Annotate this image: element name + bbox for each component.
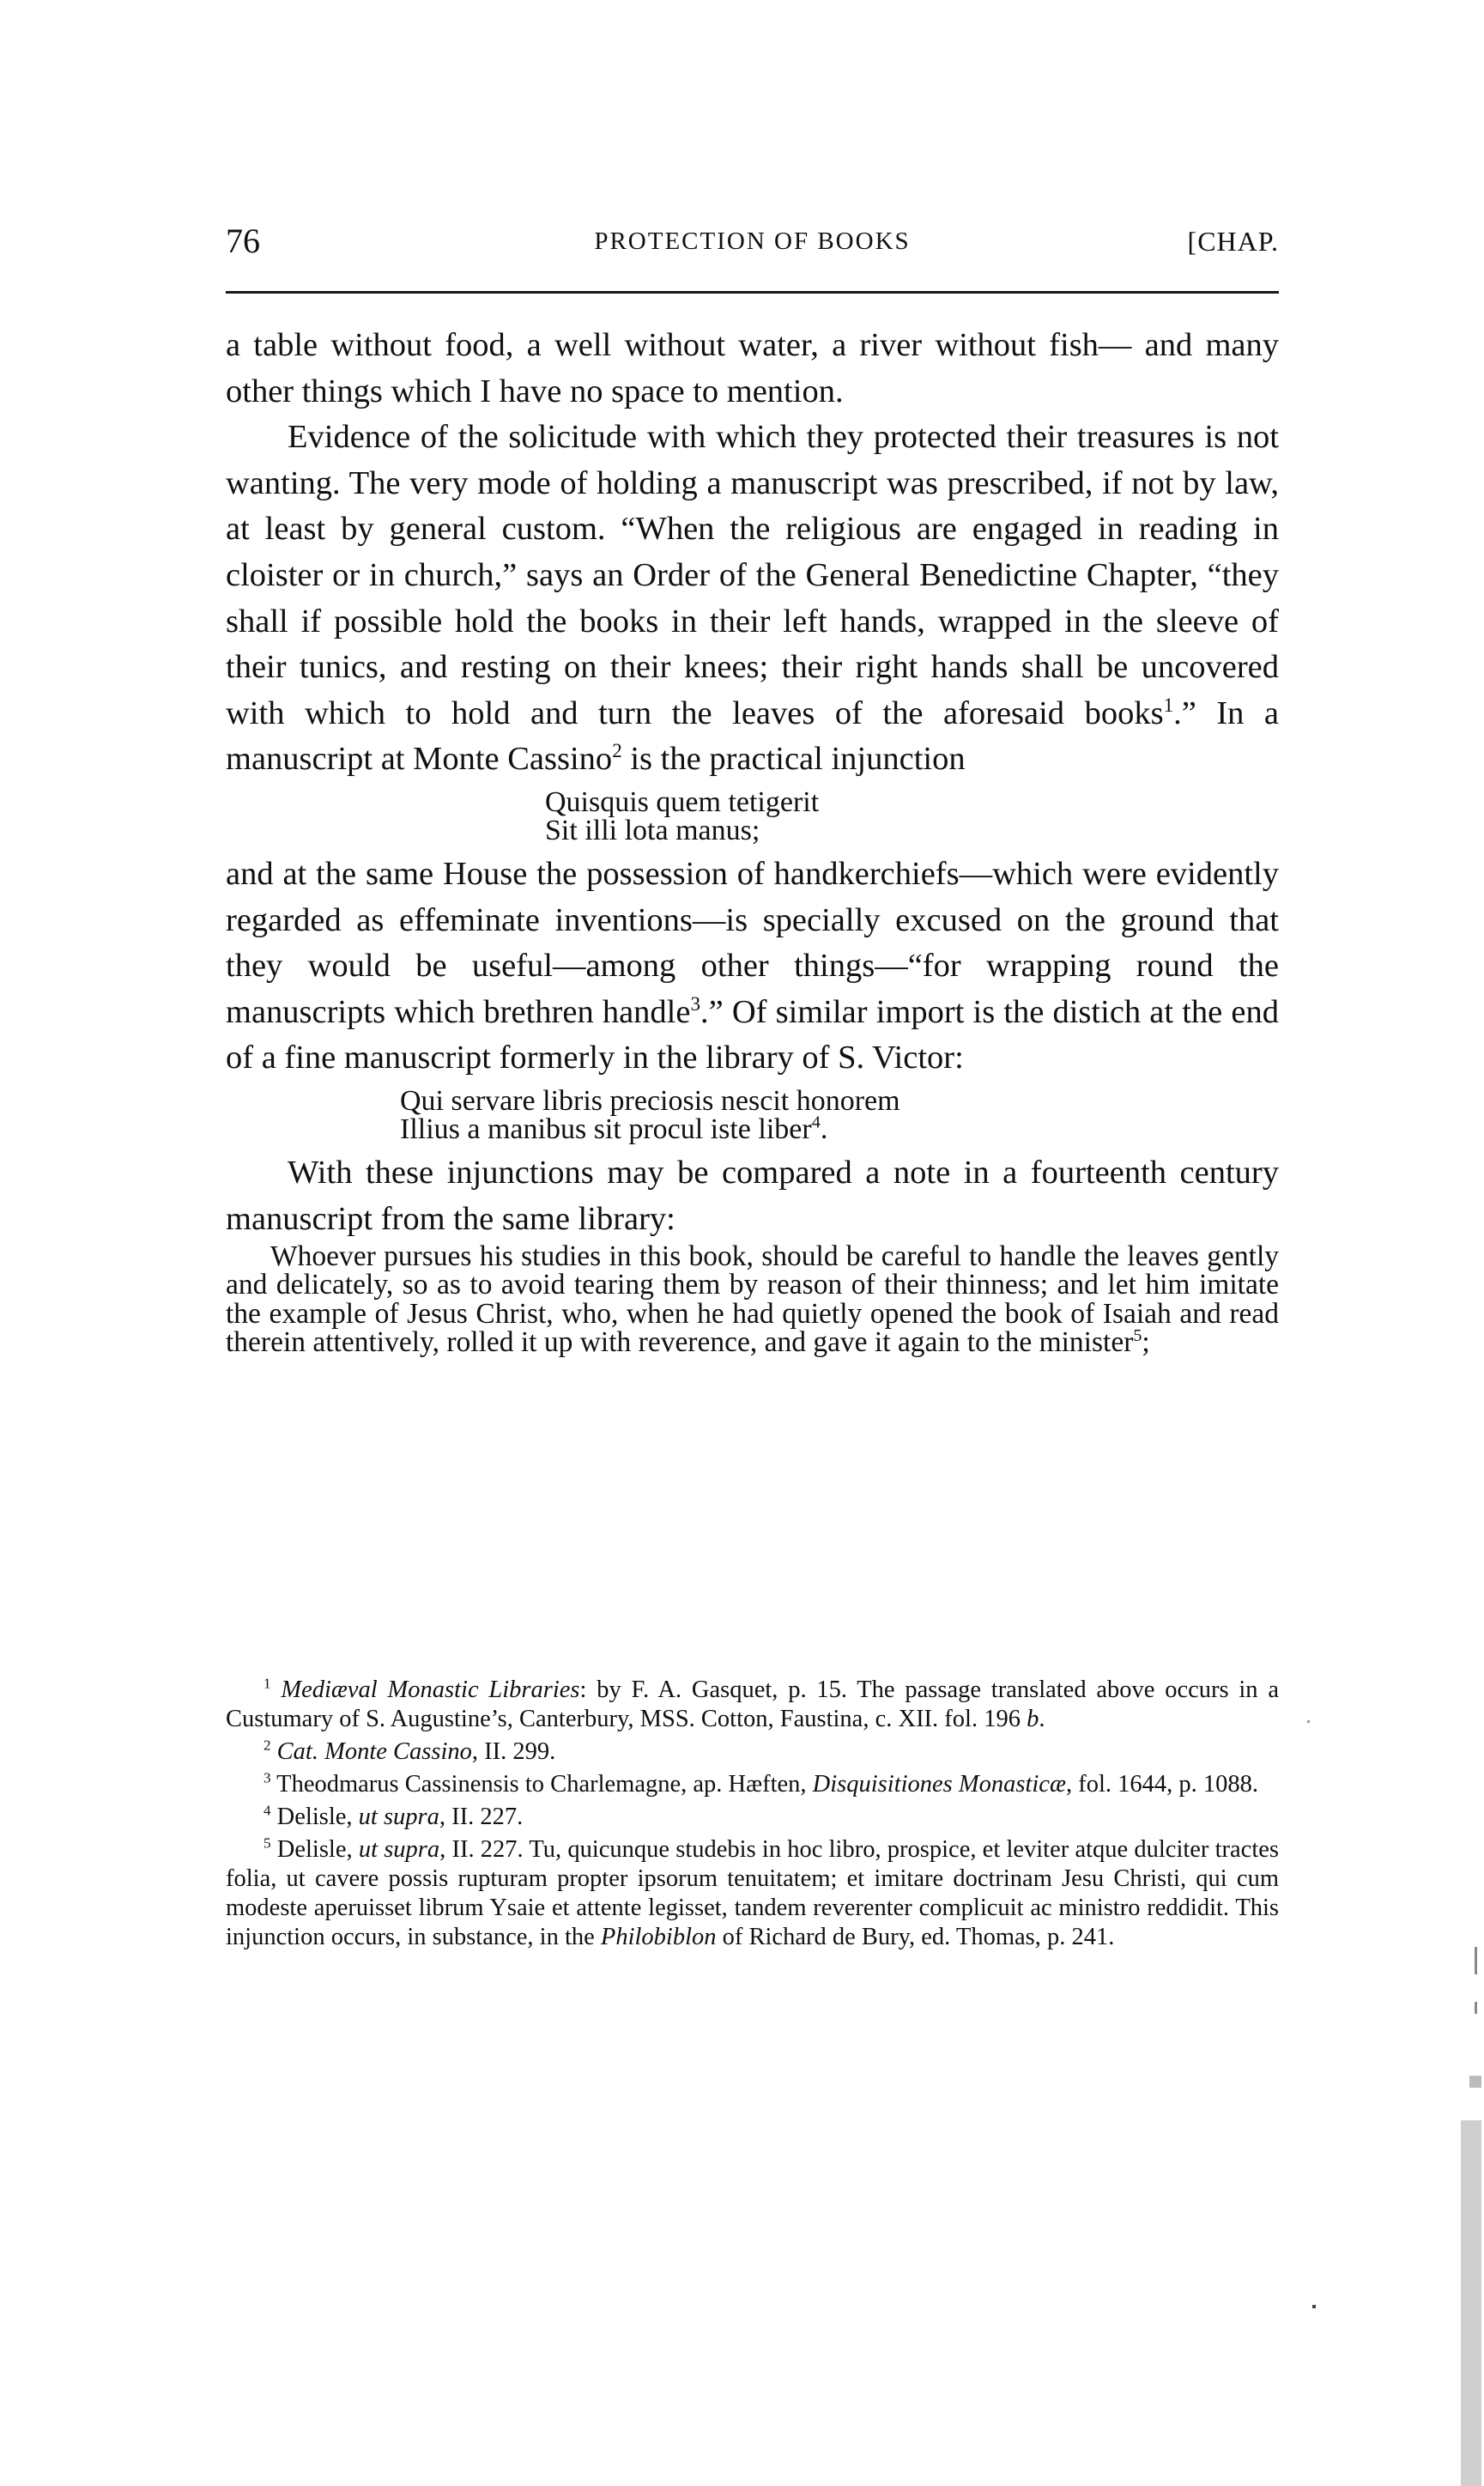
- paragraph-text: .” Of similar import is the distich at the end of a fine manuscript formerly in the library of S. Victor:: [226, 993, 1279, 1076]
- verse-punct: .: [820, 1113, 828, 1145]
- paragraph-injunctions: [226, 1150, 1279, 1242]
- footnote-3: [226, 1770, 1279, 1799]
- footnote-number: 5: [263, 1834, 271, 1852]
- latin-verse-monte-cassino: [226, 785, 1279, 846]
- footnote-text-italic: b: [1027, 1706, 1039, 1732]
- paragraph-handkerchiefs: [226, 852, 1279, 1082]
- footnote-title: Mediæval Monastic Libraries: [281, 1677, 580, 1703]
- latin-distich-s-victor: [226, 1084, 1279, 1145]
- verse-line: Sit illi lota manus;: [545, 814, 760, 846]
- verse-line: Quisquis quem tetigerit: [545, 785, 820, 818]
- footnote-ref-5[interactable]: 5: [1133, 1325, 1142, 1345]
- running-title: PROTECTION OF BOOKS: [594, 227, 911, 255]
- footnote-title-philobiblon: Philobiblon: [600, 1924, 717, 1950]
- footnote-number: 1: [263, 1675, 271, 1692]
- footnote-text: , II. 227.: [439, 1804, 524, 1830]
- footnotes: [226, 1676, 1279, 1955]
- footnote-ref-4[interactable]: 4: [811, 1113, 821, 1132]
- verse-line: [400, 1115, 1279, 1143]
- footnote-text: Delisle,: [276, 1836, 359, 1863]
- footnote-ref-2[interactable]: 2: [612, 739, 622, 762]
- scan-artifact: [1475, 1947, 1477, 1974]
- footnote-ref-1[interactable]: 1: [1163, 693, 1174, 716]
- footnote-title: Disquisitiones Monasticæ: [812, 1771, 1066, 1798]
- scan-artifact: [1469, 2076, 1481, 2088]
- footnote-text: : by F. A. Gasquet, p. 15. The passage translated above occurs in a Custumary of S. Augustine’s, Canterbury, MSS. Cotton, Faustina, c. XII. fol. 196: [226, 1677, 1279, 1732]
- footnote-text: Delisle,: [276, 1804, 359, 1830]
- footnote-text: , II. 227. Tu, quicunque studebis in hoc libro, prospice, et leviter atque dulciter tractes folia, ut cavere possis rupturam propter ipsorum tenuitatem; et imitare doctrinam Jesu Christi, qui cum modeste aperuisset librum Ysaie et attente legisset, tandem reverenter complicuit ac ministro reddidit. This injunction occurs, in substance, in the: [226, 1836, 1279, 1950]
- footnote-number: 3: [263, 1769, 271, 1786]
- verse-text: Illius a manibus sit procul iste liber: [400, 1113, 812, 1145]
- footnote-title: Cat. Monte Cassino: [276, 1738, 472, 1765]
- quote-text: Whoever pursues his studies in this book, should be careful to handle the leaves gently and delicately, so as to avoid tearing them by reason of their thinness; and let him imitate the example of Jesus Christ, who, when he had quietly opened the book of Isaiah and read therein attentively, rolled it up with reverence, and gave it again to the minister: [226, 1240, 1279, 1358]
- footnote-title: ut supra: [358, 1804, 439, 1830]
- footnote-1: [226, 1676, 1279, 1734]
- paragraph-text: Evidence of the solicitude with which they protected their treasures is not wanting. The very mode of holding a manuscript was prescribed, if not by law, at least by general custom. “When the religious are engaged in reading in cloister or in church,” says an Order of the General Benedictine Chapter, “they shall if possible hold the books in their left hands, wrapped in the sleeve of their tunics, and resting on their knees; their right hands shall be uncovered with which to hold and turn the leaves of the aforesaid books: [226, 419, 1279, 731]
- footnote-title: ut supra: [358, 1836, 440, 1863]
- footnote-number: 2: [263, 1737, 271, 1754]
- paragraph-text: .” In a manuscript at Monte Cassino: [226, 694, 1280, 778]
- footnote-4: [226, 1803, 1279, 1832]
- footnote-ref-3[interactable]: 3: [690, 991, 700, 1015]
- footnote-2: [226, 1737, 1279, 1767]
- footnote-number: 4: [263, 1802, 271, 1819]
- footnote-5: [226, 1835, 1279, 1952]
- scan-artifact: [1475, 2002, 1477, 2014]
- footnote-text: .: [1039, 1706, 1045, 1732]
- paragraph-text: a table without food, a well without water, a river without fish— and many other things which I have no space to mention.: [226, 327, 1279, 409]
- paragraph-text: is the practical injunction: [621, 741, 966, 778]
- header-rule: [226, 291, 1279, 294]
- footnote-text: , fol. 1644, p. 1088.: [1065, 1771, 1259, 1798]
- running-header: [226, 221, 1279, 261]
- main-text: [226, 323, 1279, 1356]
- paragraph-continuation: [226, 323, 1279, 415]
- block-quote: [226, 1242, 1279, 1356]
- quote-punct: ;: [1142, 1325, 1150, 1358]
- scan-artifact: [1461, 2120, 1481, 2486]
- scan-artifact: [1312, 2305, 1316, 2308]
- footnote-text: Theodmarus Cassinensis to Charlemagne, ap. Hæften,: [276, 1771, 813, 1798]
- paragraph-text: and at the same House the possession of handkerchiefs—which were evidently regarded as effeminate inventions—is specially excused on the ground that they would be useful—among other things—“for wrapping round the manuscripts which brethren handle: [226, 855, 1279, 1030]
- verse-line: Qui servare libris preciosis nescit honorem: [400, 1084, 900, 1117]
- paragraph-text: With these injunctions may be compared a note in a fourteenth century manuscript from the same library:: [226, 1154, 1279, 1237]
- chapter-mark: [CHAP.: [1187, 226, 1279, 257]
- scan-artifact: [1307, 1720, 1310, 1723]
- footnote-text: , II. 299.: [471, 1738, 556, 1765]
- page-number: 76: [226, 221, 260, 260]
- paragraph-evidence: [226, 415, 1279, 783]
- footnote-text: of Richard de Bury, ed. Thomas, p. 241.: [716, 1924, 1115, 1950]
